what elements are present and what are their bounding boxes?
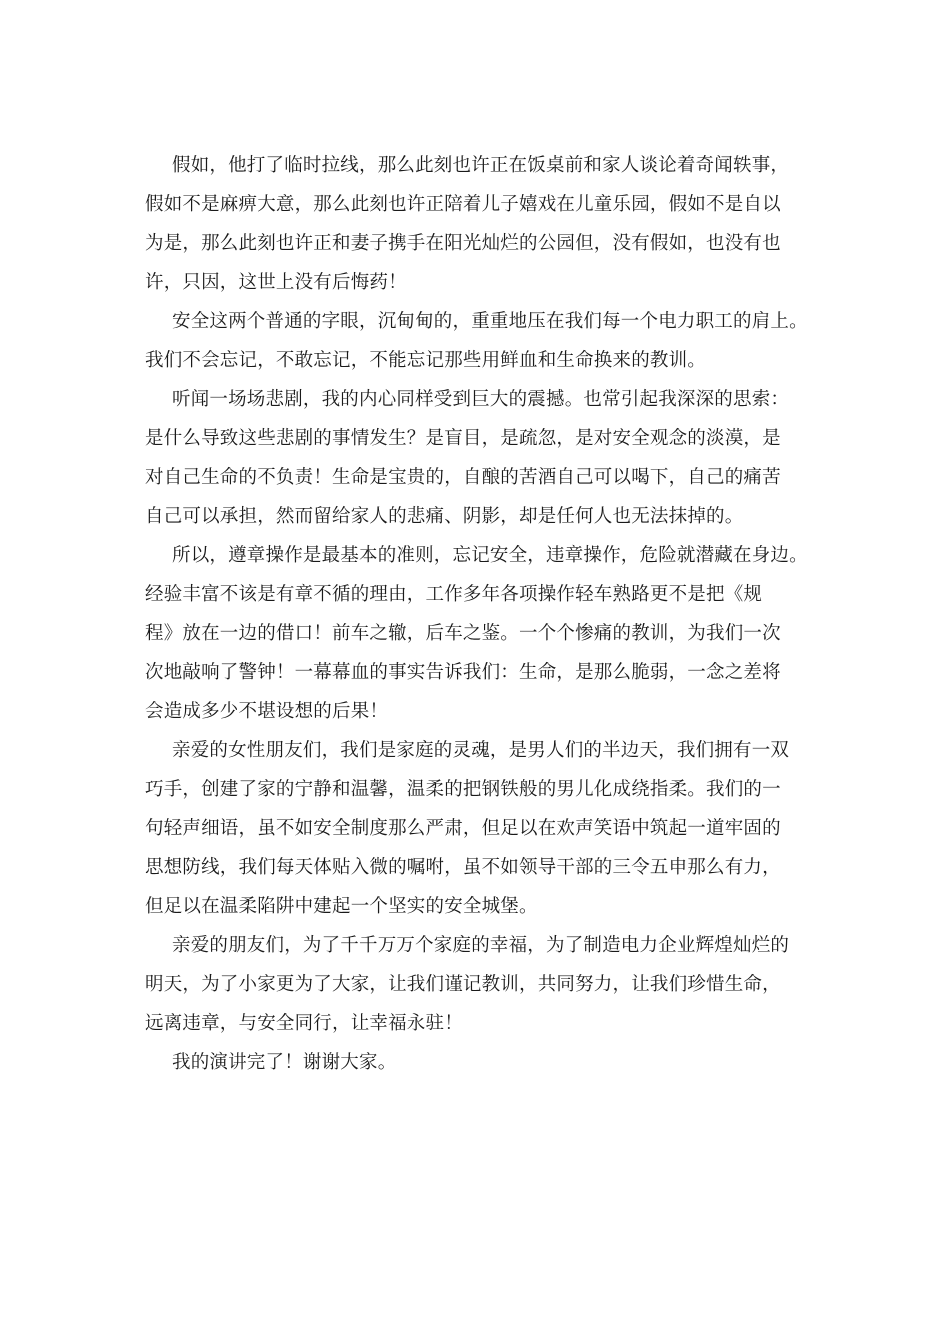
paragraph-2 <box>0 302 950 380</box>
speech-body <box>0 146 950 1082</box>
text-line: 许，只因，这世上没有后悔药！ <box>145 272 407 293</box>
paragraph-5 <box>0 731 950 926</box>
text-line: 句轻声细语，虽不如安全制度那么严肃，但足以在欢声笑语中筑起一道牢固的 <box>145 818 781 839</box>
text-line: 次地敲响了警钟！一幕幕血的事实告诉我们：生命，是那么脆弱，一念之差将 <box>145 662 781 683</box>
text-line: 程》放在一边的借口！前车之辙，后车之鉴。一个个惨痛的教训，为我们一次 <box>145 623 781 644</box>
text-line: 会造成多少不堪设想的后果！ <box>145 701 389 722</box>
text-line: 为是，那么此刻也许正和妻子携手在阳光灿烂的公园但，没有假如，也没有也 <box>145 233 781 254</box>
text-line: 亲爱的朋友们，为了千千万万个家庭的幸福，为了制造电力企业辉煌灿烂的 <box>172 935 790 956</box>
text-line: 远离违章，与安全同行，让幸福永驻！ <box>145 1013 463 1034</box>
paragraph-3 <box>0 380 950 536</box>
text-line: 安全这两个普通的字眼，沉甸甸的，重重地压在我们每一个电力职工的肩上。 <box>172 311 808 332</box>
text-line: 是什么导致这些悲剧的事情发生？是盲目，是疏忽，是对安全观念的淡漠，是 <box>145 428 781 449</box>
text-line: 我的演讲完了！谢谢大家。 <box>172 1052 397 1073</box>
text-line: 经验丰富不该是有章不循的理由，工作多年各项操作轻车熟路更不是把《规 <box>145 584 763 605</box>
text-line: 对自己生命的不负责！生命是宝贵的，自酿的苦酒自己可以喝下，自己的痛苦 <box>145 467 781 488</box>
text-line: 但足以在温柔陷阱中建起一个坚实的安全城堡。 <box>145 896 538 917</box>
text-line: 自己可以承担，然而留给家人的悲痛、阴影，却是任何人也无法抹掉的。 <box>145 506 744 527</box>
paragraph-1 <box>0 146 950 302</box>
text-line: 所以，遵章操作是最基本的准则，忘记安全，违章操作，危险就潜藏在身边。 <box>172 545 808 566</box>
paragraph-6 <box>0 926 950 1043</box>
text-line: 巧手，创建了家的宁静和温馨，温柔的把钢铁般的男儿化成绕指柔。我们的一 <box>145 779 781 800</box>
paragraph-7 <box>0 1043 950 1082</box>
text-line: 听闻一场场悲剧，我的内心同样受到巨大的震撼。也常引起我深深的思索： <box>172 389 790 410</box>
text-line: 思想防线，我们每天体贴入微的嘱咐，虽不如领导干部的三令五申那么有力， <box>145 857 781 878</box>
text-line: 亲爱的女性朋友们，我们是家庭的灵魂，是男人们的半边天，我们拥有一双 <box>172 740 790 761</box>
text-line: 假如，他打了临时拉线，那么此刻也许正在饭桌前和家人谈论着奇闻轶事， <box>172 155 790 176</box>
text-line: 我们不会忘记，不敢忘记，不能忘记那些用鲜血和生命换来的教训。 <box>145 350 707 371</box>
paragraph-4 <box>0 536 950 731</box>
text-line: 假如不是麻痹大意，那么此刻也许正陪着儿子嬉戏在儿童乐园，假如不是自以 <box>145 194 781 215</box>
text-line: 明天，为了小家更为了大家，让我们谨记教训，共同努力，让我们珍惜生命， <box>145 974 781 995</box>
